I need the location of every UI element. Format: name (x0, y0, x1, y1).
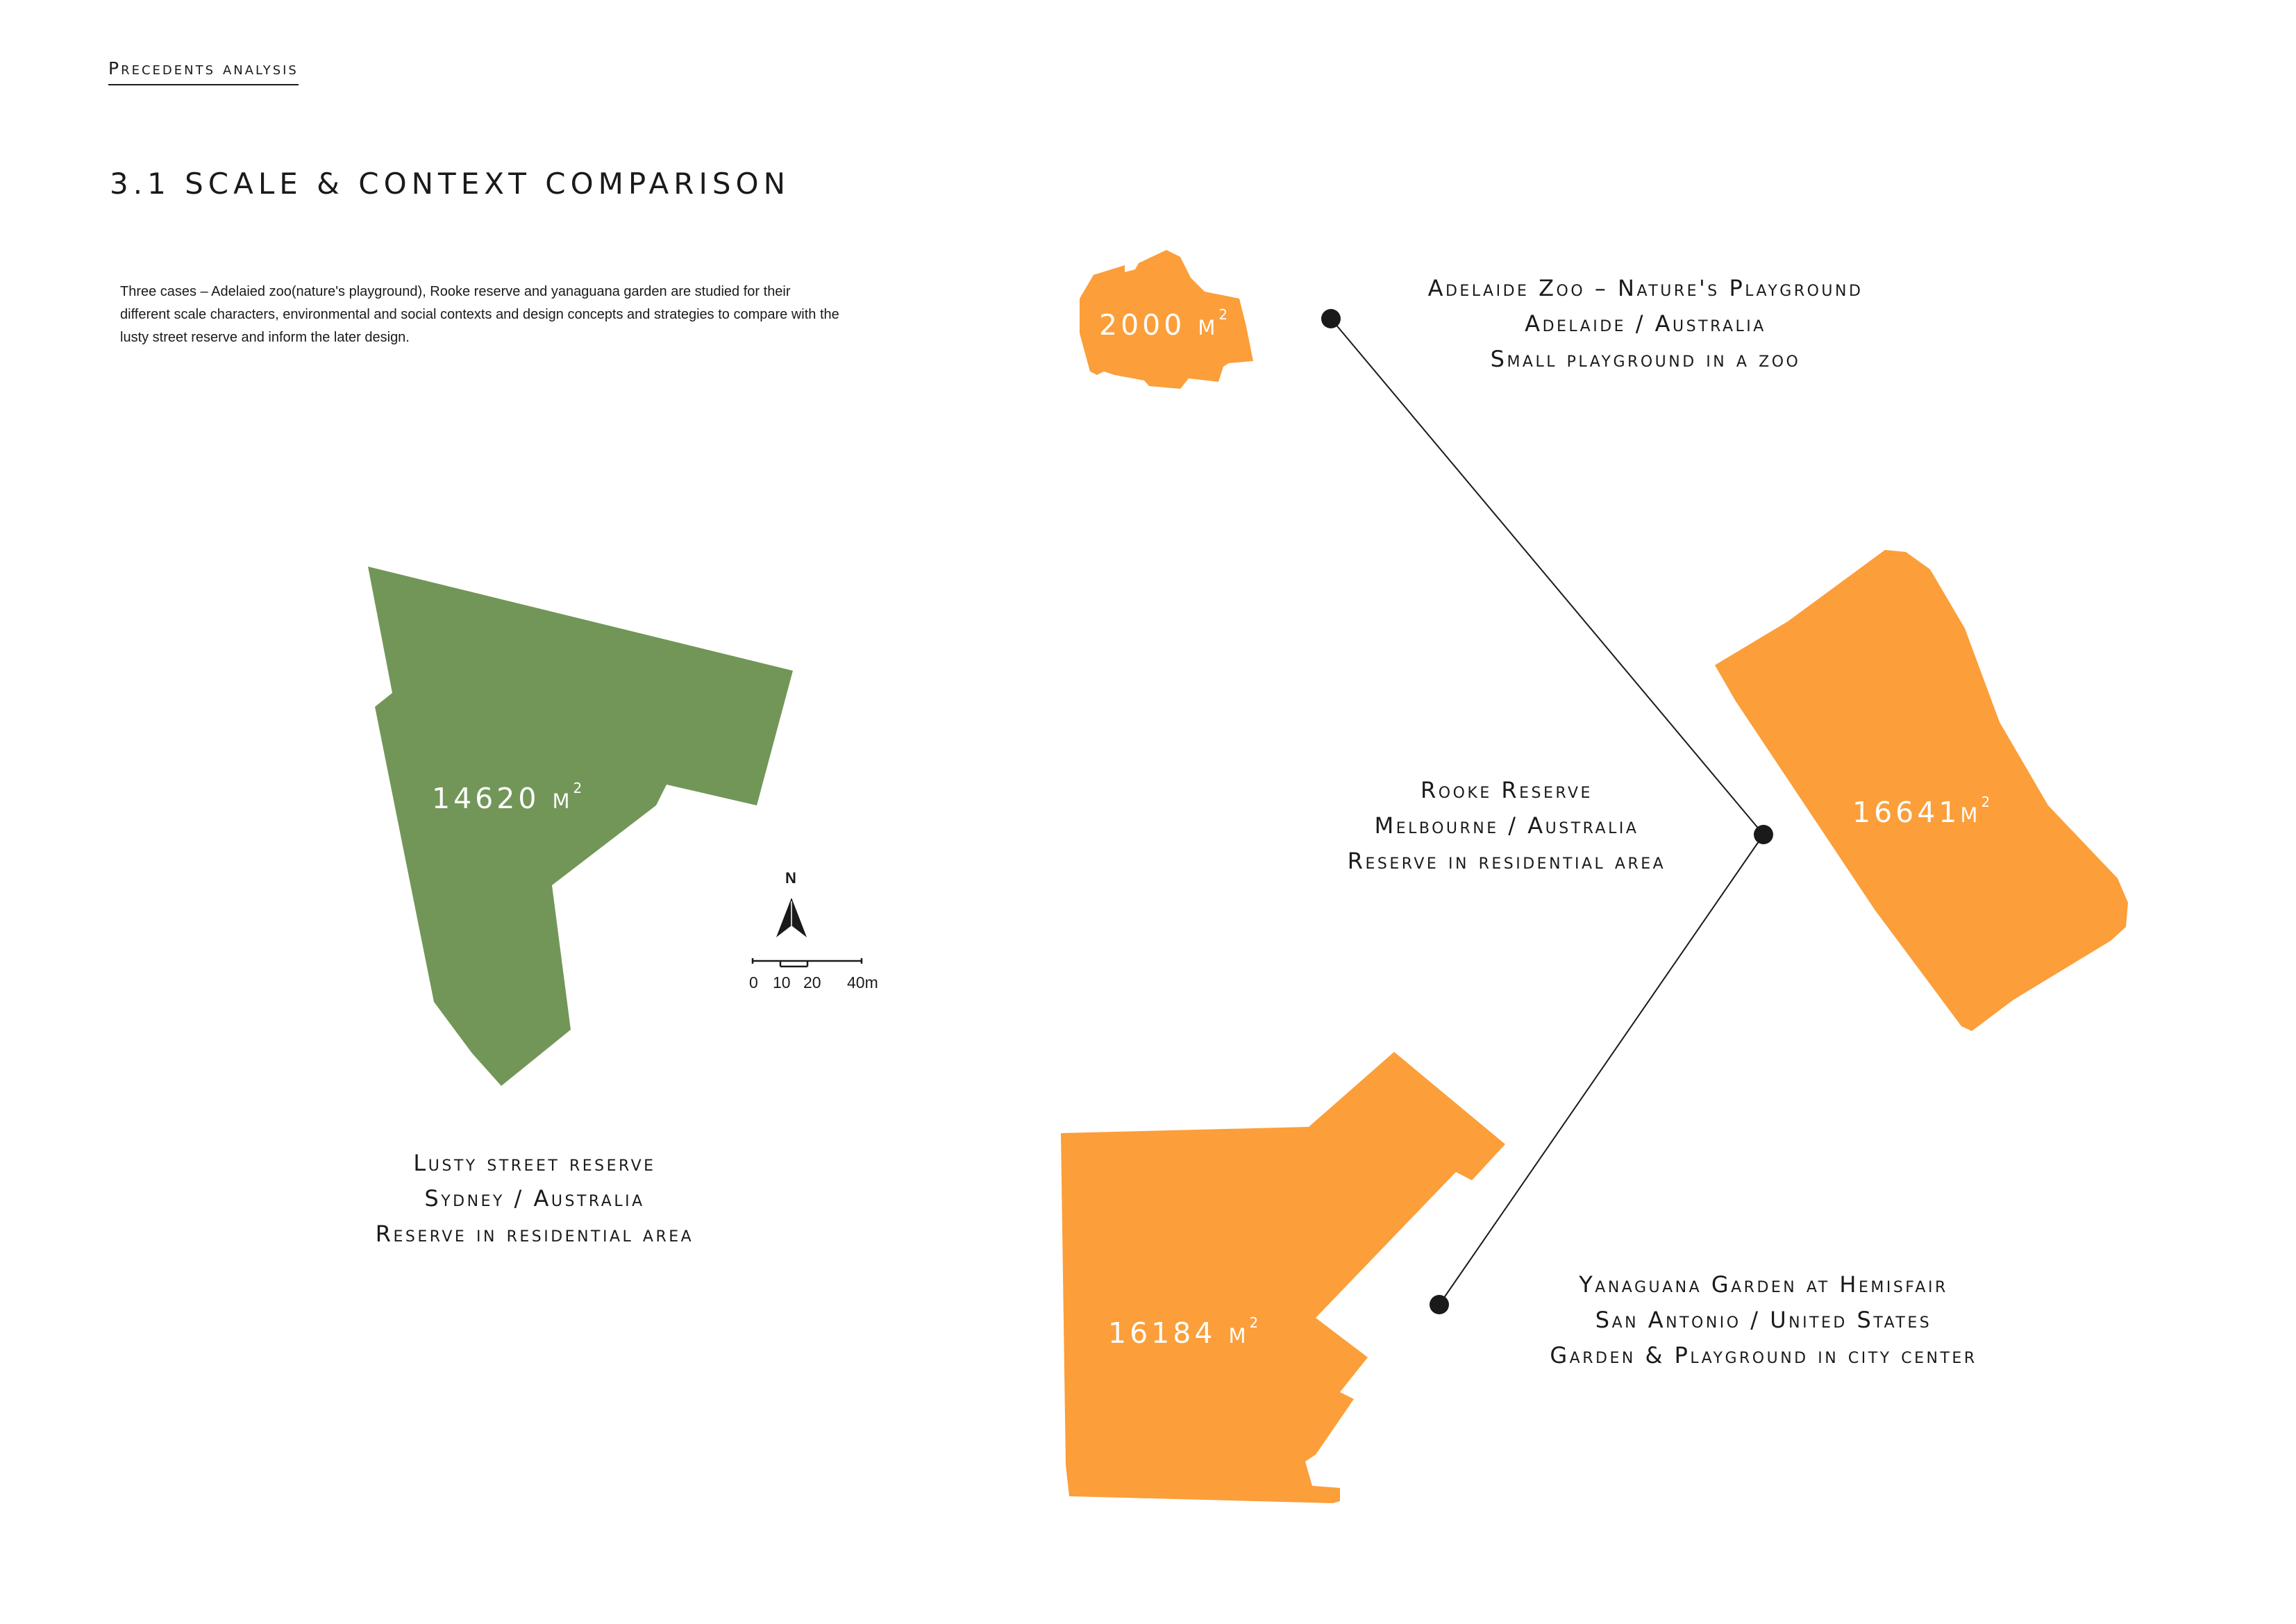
caption-location: San Antonio / United States (1595, 1307, 1932, 1333)
caption-adelaide (1340, 271, 1951, 377)
area-unit-sup: 2 (1218, 306, 1228, 323)
area-label-adelaide (1099, 308, 1227, 340)
caption-type: Reserve in residential area (1347, 848, 1666, 874)
connector-dot-yanaguana (1430, 1295, 1449, 1314)
section-title: 3.1 SCALE & CONTEXT COMPARISON (110, 167, 790, 201)
connector-dot-rooke (1754, 825, 1773, 844)
connector-line-yanaguana (1439, 835, 1763, 1305)
caption-type: Garden & Playground in city center (1550, 1342, 1977, 1368)
area-unit-sup: 2 (1981, 794, 1991, 810)
caption-type: Reserve in residential area (375, 1221, 694, 1247)
caption-type: Small playground in a zoo (1490, 346, 1801, 372)
caption-lusty (319, 1146, 750, 1252)
caption-name: Yanaguana Garden at Hemisfair (1579, 1271, 1948, 1298)
caption-name: Lusty street reserve (413, 1150, 656, 1176)
scale-tick-20: 20 (803, 973, 821, 991)
scale-tick-10: 10 (773, 973, 791, 991)
caption-location: Sydney / Australia (424, 1185, 645, 1212)
lusty-site-shape (368, 567, 793, 1086)
area-label-lusty (432, 781, 582, 813)
caption-location: Adelaide / Australia (1525, 310, 1766, 337)
scale-tick-0: 0 (749, 973, 758, 991)
area-value: 2000 m (1099, 308, 1219, 342)
caption-name: Adelaide Zoo – Nature's Playground (1427, 275, 1863, 301)
area-unit-sup: 2 (1249, 1314, 1259, 1331)
header-label: Precedents analysis (108, 58, 299, 85)
caption-rooke (1271, 773, 1743, 879)
area-value: 14620 m (432, 782, 573, 815)
north-label: N (785, 869, 796, 887)
area-value: 16641m (1852, 796, 1981, 829)
intro-paragraph: Three cases – Adelaied zoo(nature's playground), Rooke reserve and yanaguana garden are studied for their different scale characters, environmental and social contexts and design concepts and strategies to compare with the lusty street reserve and inform the later design. (120, 284, 839, 345)
rooke-site-shape (1715, 550, 2128, 1031)
area-label-rooke (1852, 795, 1990, 827)
caption-yanaguana (1465, 1267, 2062, 1373)
scale-bar (753, 958, 862, 966)
area-unit-sup: 2 (573, 780, 583, 796)
connector-line-adelaide (1331, 319, 1763, 835)
caption-name: Rooke Reserve (1421, 777, 1593, 803)
scale-tick-40m: 40m (847, 973, 878, 991)
area-value: 16184 m (1108, 1316, 1250, 1350)
connector-dot-adelaide (1321, 309, 1341, 328)
yanaguana-site-shape (1061, 1052, 1505, 1503)
area-label-yanaguana (1108, 1316, 1258, 1348)
caption-location: Melbourne / Australia (1374, 812, 1639, 839)
